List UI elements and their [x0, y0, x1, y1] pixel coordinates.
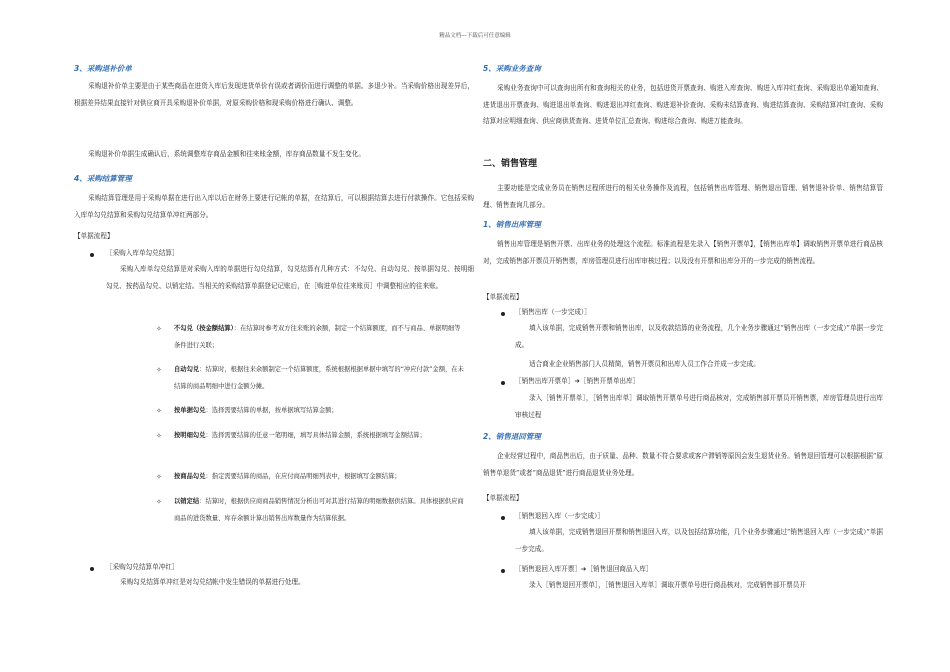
paragraph-refund-price: 采购退补价单主要是由于某些商品在进货入库后发现进货单价有误或者调价而进行调整的单据。多退少补。当采购价格出现差异后，根据差异结果直接针对供应商开具采购退补价单据，对原采购价格和现采购价格进行确认、调整。: [74, 82, 474, 107]
bullet-title-settle-reverse: ［采购勾兑结算单冲红］: [106, 563, 179, 571]
paragraph-settlement: 采购结算管理是用于采购单据在进行出入库以后在财务上要进行记帐的单据，在结算后，可以根据结算去进行付款操作。它包括采购入库单勾兑结算和采购勾兑结算单冲红两部分。: [74, 194, 474, 219]
paragraph-sales-return: 企业经营过程中，商品售出后，由于质量、品种、数量不符合要求或客户滞销等原因会发生退货业务。销售退回管理可以根据根据“原销售单退货”或者“商品退货”进行商品退货业务处理。: [483, 452, 883, 477]
section-title-settlement: 4、采购结算管理: [74, 174, 132, 183]
paragraph-purchase-query: 采购业务查询中可以查询出所有和查询相关的业务，包括进货开票查询、购进入库查询、购进入库冲红查询、采购退出单通知查询、进货退出开票查询、购进退出单查询、购进退出冲红查询、购进退补价查询、采购未结算查询、购进结算查询、采购结算冲红查询、采购结算对应明细查询、供应商供货查询、进货单位汇总查询、购进综合查询、购进万能查询。: [483, 84, 883, 125]
bullet-title-outbound-onestep: ［销售出库（一步完成）］: [515, 308, 591, 316]
flow-label: 【单据流程】: [483, 494, 523, 502]
bullet-icon: [501, 381, 505, 385]
paragraph-outbound-onestep: 填入该单据，完成销售开票和销售出库，以及收款结算的业务流程，几个业务步骤通过“销售出库（一步完成）”单据一步完成。: [515, 324, 883, 349]
bullet-icon: [501, 516, 505, 520]
bullet-title-return-invoice: ［销售退回入库开票］➔［销售退回商品入库］: [515, 565, 653, 573]
page-header: 精品文档---下载后可任意编辑: [439, 33, 511, 39]
paragraph-outbound-invoice: 录入［销售开票单］，［销售出库单］调取销售开票单号进行商品核对，完成销售部开票员开销售票，库房管理员进行出库审核过程: [515, 394, 883, 419]
sub-item-by-product: 按商品勾兑：指定需要结算的商品，在应付商品明细列表中，根据填写金额结算；: [174, 473, 401, 480]
section-title-sales-outbound: 1、销售出库管理: [483, 220, 541, 229]
paragraph-outbound-onestep-2: 适合商业企业销售部门人员精简，销售开票员和出库人员工作合并成一步完成。: [529, 360, 760, 368]
bullet-icon: [501, 312, 505, 316]
paragraph-sales-management: 主要功能是完成业务员在销售过程所进行的相关业务操作及流程，包括销售出库管理、销售退出管理、销售退补价单、销售结算管理、销售查询几部分。: [483, 184, 883, 209]
bullet-title-purchase-settle: ［采购入库单勾兑结算］: [106, 249, 179, 257]
paragraph-settle-reverse: 采购勾兑结算单冲红是对勾兑结帐中发生错误的单据进行处理。: [120, 578, 305, 586]
diamond-bullet-icon: ✧: [156, 498, 162, 506]
diamond-bullet-icon: ✧: [156, 432, 162, 440]
paragraph-sales-outbound: 销售出库管理是销售开票、出库业务的处理这个流程。标准流程是先录入【销售开票单】，【销售出库单】调取销售开票单进行商品核对，完成销售部开票员开销售票，库房管理员进行出库审核过程；以及没有开票和出库分开的一步完成的销售流程。: [483, 240, 883, 265]
sub-item-no-match: 不勾兑（按金额结算）：在结算时参考双方往来账的余额，制定一个结算额度，而不与商品、单据明细等条件进行关联；: [174, 325, 461, 349]
bullet-icon: [501, 569, 505, 573]
diamond-bullet-icon: ✧: [156, 407, 162, 415]
bullet-title-outbound-invoice: ［销售出库开票单］➔［销售开票单出库］: [515, 377, 640, 385]
section-title-sales-return: 2、销售退回管理: [483, 432, 541, 441]
section-title-sales-management: 二、销售管理: [483, 159, 538, 169]
paragraph-return-invoice: 录入［销售退回开票单］，［销售退回入库单］调取开票单号进行商品核对，完成销售部开票员开: [529, 581, 806, 589]
paragraph-refund-price-2: 采购退补价单据生成确认后，系统调整库存商品金额和往来账金额，库存商品数量不发生变化。: [88, 150, 365, 158]
bullet-title-return-onestep: ［销售退回入库（一步完成）］: [515, 512, 605, 520]
sub-item-auto-match: 自动勾兑：结算时，根据往来余额制定一个结算额度，系统根据根据单据中填写的“冲应付款”金额，在未结算的商品明细中进行金额分摊。: [174, 366, 464, 390]
bullet-icon: [90, 567, 94, 571]
section-title-refund-price: 3、采购退补价单: [74, 64, 132, 73]
flow-label: 【单据流程】: [74, 232, 114, 240]
flow-label: 【单据流程】: [483, 293, 523, 301]
sub-item-by-document: 按单据勾兑：选择需要结算的单据，按单据填写结算金额；: [174, 407, 338, 414]
diamond-bullet-icon: ✧: [156, 473, 162, 481]
paragraph-return-onestep: 填入该单据，完成销售退回开票和销售退回入库，以及包括结算功能，几个业务步骤通过“销售退回入库（一步完成）”单据一步完成。: [515, 528, 883, 553]
section-title-purchase-query: 5、采购业务查询: [483, 64, 541, 73]
diamond-bullet-icon: ✧: [156, 325, 162, 333]
paragraph-purchase-settle: 采购入库单勾兑结算是对采购入库的单据进行勾兑结算，勾兑结算有几种方式：不勾兑、自动勾兑、按单据勾兑、按明细勾兑、按药品勾兑、以销定结。当相关的采购结算单据登记记账后，在［购进单位往来账页］中调整相应的往来账。: [106, 265, 474, 290]
sub-item-by-detail: 按明细勾兑：选择需要结算的任意一笔明细，填写具体结算金额，系统根据填写金额结算；: [174, 432, 426, 439]
diamond-bullet-icon: ✧: [156, 366, 162, 374]
bullet-icon: [90, 253, 94, 257]
sub-item-sale-based: 以销定结：结算时，根据供应商商品销售情况分析出可对其进行结算的明细数据供结算。具体根据供应商商品的进货数量、库存余额计算出销售出库数量作为结算依据。: [174, 498, 464, 522]
